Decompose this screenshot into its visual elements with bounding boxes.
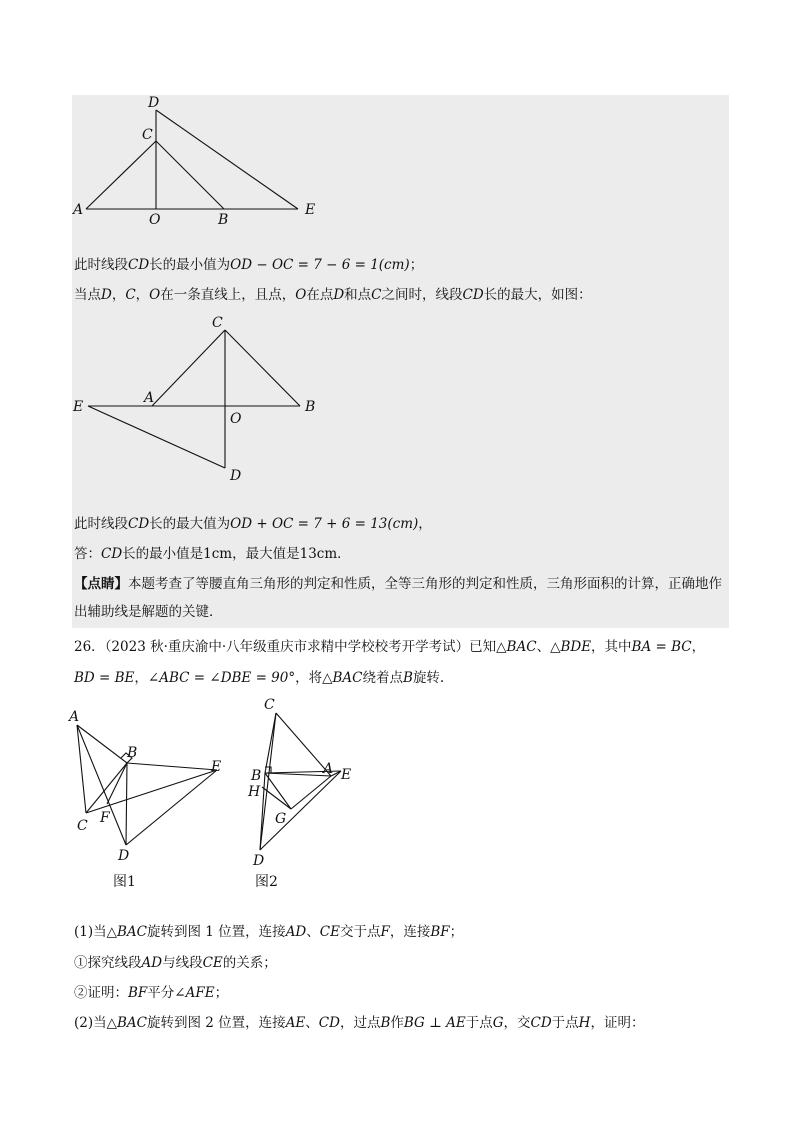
label-A: A <box>73 202 84 218</box>
figure-1 <box>65 705 245 890</box>
segment-CD <box>260 713 276 850</box>
question-number: 26． <box>74 639 105 655</box>
label-B: B <box>218 212 229 228</box>
max-value-line: 此时线段CD长的最大值为OD + OC = 7 + 6 = 13(cm)， <box>74 516 432 532</box>
label-O: O <box>230 411 242 427</box>
figure-1-caption: 图1 <box>113 874 136 890</box>
label-E: E <box>305 202 316 218</box>
label-D: D <box>253 853 265 869</box>
comment-tag: 【点睛】 <box>74 576 128 592</box>
label-O: O <box>149 212 161 228</box>
answer-line: 答：CD长的最小值是1cm，最大值是13cm． <box>74 546 351 562</box>
label-A: A <box>144 390 155 406</box>
segment-CE <box>86 770 217 813</box>
label-E: E <box>341 767 352 783</box>
segment-GA <box>291 776 331 809</box>
comment-paragraph: 【点睛】本题考查了等腰直角三角形的判定和性质，全等三角形的判定和性质，三角形面积的计算，正确地作出辅助线是解题的关键． <box>74 576 722 620</box>
segment-BG <box>265 773 291 809</box>
label-D: D <box>230 468 242 484</box>
question-line-2: BD = BE，∠ABC = ∠DBE = 90°，将△BAC绕着点B旋转. <box>74 670 445 686</box>
segment-BA <box>265 773 331 776</box>
min-value-line: 此时线段CD长的最小值为OD − OC = 7 − 6 = 1(cm)； <box>74 257 424 273</box>
figure-max-case <box>70 308 330 488</box>
question-source: （2023 秋·重庆渝中·八年级重庆市求精中学校校考开学考试） <box>104 639 470 655</box>
label-C: C <box>77 818 88 834</box>
segment-DE <box>126 770 217 845</box>
label-B: B <box>127 745 138 761</box>
segment-CB <box>86 763 127 813</box>
sub-question-1: ①探究线段AD与线段CE的关系； <box>74 955 277 971</box>
segment-AC <box>77 725 86 813</box>
figure-2-caption: 图2 <box>255 874 278 890</box>
label-D: D <box>148 95 160 111</box>
label-A: A <box>69 709 80 725</box>
label-H: H <box>248 784 261 800</box>
label-A: A <box>323 761 334 777</box>
segment-CB <box>225 330 300 406</box>
figure-min-case <box>70 92 330 227</box>
label-G: G <box>275 811 287 827</box>
segment-AC <box>86 141 156 209</box>
label-C: C <box>142 127 153 143</box>
segment-AC <box>152 330 225 406</box>
part-1-line: (1)当△BAC旋转到图 1 位置，连接AD、CE交于点F，连接BF； <box>74 924 464 940</box>
question-line-1: 26．（2023 秋·重庆渝中·八年级重庆市求精中学校校考开学考试）已知△BAC、△BDE，其中BA = BC， <box>74 639 706 655</box>
label-C: C <box>264 697 275 713</box>
label-D: D <box>118 848 130 864</box>
figure-2 <box>245 695 365 890</box>
label-F: F <box>100 810 110 826</box>
max-condition-line: 当点D，C，O在一条直线上，且点，O在点D和点C之间时，线段CD长的最大，如图： <box>74 287 592 303</box>
segment-ED <box>88 406 225 468</box>
label-B: B <box>251 768 262 784</box>
label-E: E <box>73 399 84 415</box>
sub-question-2: ②证明：BF平分∠AFE； <box>74 985 229 1001</box>
label-E: E <box>211 759 222 775</box>
segment-DE <box>156 110 298 209</box>
label-B: B <box>305 399 316 415</box>
part-2-line: (2)当△BAC旋转到图 2 位置，连接AE、CD，过点B作BG ⊥ AE于点G，交CD于点H，证明： <box>74 1015 645 1031</box>
label-C: C <box>212 315 223 331</box>
segment-CB <box>156 141 224 209</box>
segment-BD <box>126 763 127 845</box>
segment-BE <box>127 763 217 770</box>
